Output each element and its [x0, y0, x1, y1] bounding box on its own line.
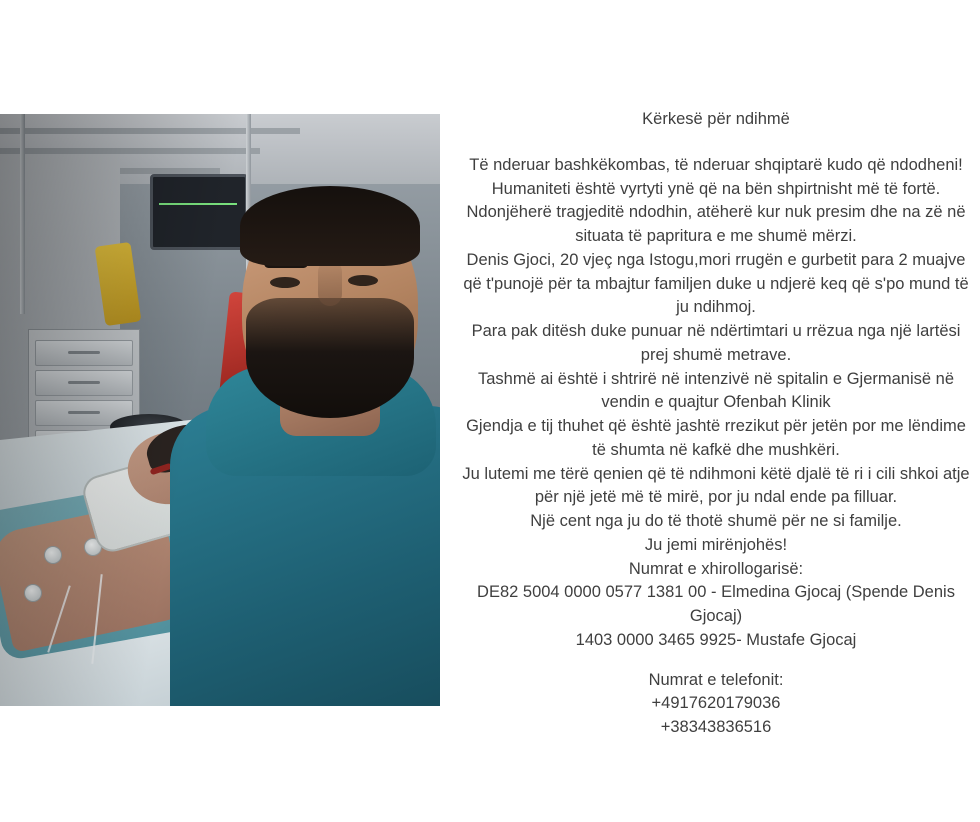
bank-account-secondary: 1403 0000 3465 9925- Mustafe Gjocaj: [575, 630, 857, 649]
paragraph-tragedy: Ndonjëherë tragjeditë ndodhin, atëherë kur nuk presim dhe na zë në situata të papritura e me shumë mërzi.: [466, 203, 966, 245]
cabinet-drawer: [35, 370, 133, 396]
iv-pole: [20, 114, 25, 314]
paragraph-accident: Para pak ditësh duke punuar në ndërtimtari u rrëzua nga një lartësi prej shumë metrave.: [471, 322, 961, 364]
ceiling-slat: [0, 128, 300, 134]
cabinet-drawer: [35, 340, 133, 366]
paragraph-thanks: Ju jemi mirënjohës!: [644, 535, 788, 554]
phone-number-primary: +4917620179036: [651, 694, 781, 713]
paragraph-hospital: Tashmë ai është i shtrirë në intenzivë në spitalin e Gjermanisë në vendin e quajtur Ofenbah Klinik: [478, 369, 954, 412]
paragraph-donation-note: Një cent nga ju do të thotë shumë për ne si familje.: [530, 512, 902, 530]
paragraph-humanity: Humaniteti është vyrtyti ynë që na bën shpirtnisht më të fortë.: [491, 179, 941, 198]
paragraph-salutation: Të nderuar bashkëkombas, të nderuar shqiptarë kudo që ndodheni!: [469, 155, 963, 174]
paragraph-request: Ju lutemi me tërë qenien që të ndihmoni këtë djalë të ri i cili shkoi atje për një jetë më të mirë, por ju ndal ende pa filluar.: [462, 464, 970, 507]
photo-hospital-selfie: [0, 114, 440, 706]
page-title: Kërkesë për ndihmë: [642, 110, 790, 128]
ecg-electrode: [24, 584, 42, 602]
bank-account-iban: DE82 5004 0000 0577 1381 00 - Elmedina Gjocaj (Spende Denis Gjocaj): [477, 583, 955, 625]
standing-man: [170, 146, 440, 706]
photo-canvas: [0, 114, 440, 706]
ecg-electrode: [44, 546, 62, 564]
paragraph-condition: Gjendja e tij thuhet që është jashtë rrezikut për jetën por me lëndime të shumta në kafkë dhe mushkëri.: [466, 417, 966, 459]
appeal-text-column: [460, 108, 972, 740]
man-hair: [240, 186, 420, 266]
phone-number-secondary: +38343836516: [660, 718, 772, 736]
man-beard: [246, 298, 414, 418]
man-eye-right: [348, 275, 378, 286]
phone-heading: Numrat e telefonit:: [648, 670, 784, 689]
spacer: [460, 653, 972, 669]
paragraph-denis-intro: Denis Gjoci, 20 vjeç nga Istogu,mori rrugën e gurbetit para 2 muajve që t'punojë për ta mbajtur familjen duke u ndjerë keq që s'po mund të ju ndihmoj.: [463, 250, 969, 317]
man-nose: [318, 260, 342, 306]
man-eye-left: [270, 277, 300, 288]
bank-accounts-heading: Numrat e xhirollogarisë:: [628, 559, 804, 578]
